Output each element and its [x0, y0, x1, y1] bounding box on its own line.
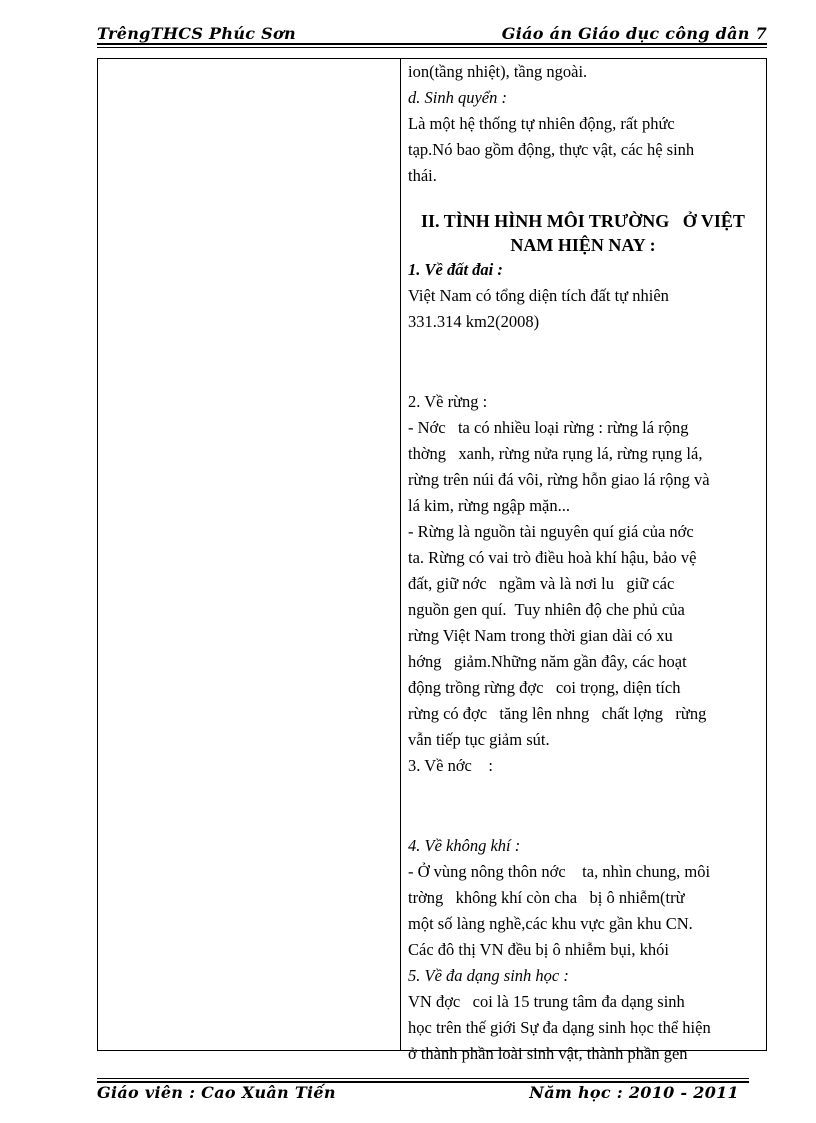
- text-line: vẫn tiếp tục giảm sút.: [408, 730, 550, 749]
- text-line: 331.314 km2(2008): [408, 312, 540, 331]
- subheading-sinh-quyen: d. Sinh quyển :: [408, 88, 507, 107]
- header-rule-thin: [97, 47, 767, 48]
- text-line: ion(tầng nhiệt), tầng ngoài.: [408, 62, 588, 81]
- header-subject: Giáo án Giáo dục công dân 7: [501, 24, 767, 43]
- text-line: Việt Nam có tổng diện tích đất tự nhiên: [408, 286, 669, 305]
- text-line: nguồn gen quí. Tuy nhiên độ che phủ của: [408, 600, 685, 619]
- subheading-nuoc: 3. Về nớc :: [408, 756, 493, 775]
- header-rule: [97, 43, 767, 45]
- subheading-dat-dai: 1. Về đất đai :: [408, 260, 503, 279]
- lesson-table: [97, 58, 767, 1063]
- subheading-rung: 2. Về rừng :: [408, 392, 488, 411]
- text-line: Là một hệ thống tự nhiên động, rất phức: [408, 114, 675, 133]
- text-line: thái.: [408, 166, 437, 185]
- text-line: động trồng rừng đợc coi trọng, diện tích: [408, 678, 681, 697]
- text-line: rừng có đợc tăng lên nhng chất lợng rừng: [408, 704, 707, 723]
- text-line: học trên thế giới Sự đa dạng sinh học thể hiện: [408, 1018, 711, 1037]
- left-column: [98, 59, 401, 1050]
- text-line: ở thành phần loài sinh vật, thành phần gen: [408, 1044, 688, 1063]
- text-line: thờng xanh, rừng nửa rụng lá, rừng rụng lá,: [408, 444, 703, 463]
- text-line: rừng Việt Nam trong thời gian dài có xu: [408, 626, 673, 645]
- text-line: ta. Rừng có vai trò điều hoà khí hậu, bảo vệ: [408, 548, 697, 567]
- text-line: một số làng nghề,các khu vực gần khu CN.: [408, 914, 693, 933]
- text-line: lá kim, rừng ngập mặn...: [408, 496, 570, 515]
- subheading-da-dang-sinh-hoc: 5. Về đa dạng sinh học :: [408, 966, 569, 985]
- text-line: - Rừng là nguồn tài nguyên quí giá của nớc: [408, 522, 694, 541]
- footer-teacher: Giáo viên : Cao Xuân Tiến: [97, 1083, 336, 1102]
- right-column: [408, 59, 758, 1067]
- text-line: - Nớc ta có nhiều loại rừng : rừng lá rộng: [408, 418, 689, 437]
- text-line: - Ở vùng nông thôn nớc ta, nhìn chung, môi: [408, 862, 711, 881]
- text-line: trờng không khí còn cha bị ô nhiễm(trừ: [408, 888, 685, 907]
- text-line: tạp.Nó bao gồm động, thực vật, các hệ sinh: [408, 140, 695, 159]
- section-title-cont: NAM HIỆN NAY :: [510, 235, 656, 255]
- footer-rule-thin: [97, 1078, 749, 1079]
- text-line: Các đô thị VN đều bị ô nhiễm bụi, khói: [408, 940, 669, 959]
- section-title: II. TÌNH HÌNH MÔI TRƯỜNG Ở VIỆT: [421, 211, 745, 231]
- text-line: đất, giữ nớc ngầm và là nơi lu giữ các: [408, 574, 675, 593]
- footer-year: Năm học : 2010 - 2011: [529, 1083, 739, 1102]
- page-footer: [97, 1083, 749, 1105]
- subheading-khong-khi: 4. Về không khí :: [408, 836, 521, 855]
- header-school: TrêngTHCS Phúc Sơn: [97, 24, 296, 43]
- text-line: hớng giảm.Những năm gần đây, các hoạt: [408, 652, 687, 671]
- text-line: VN đợc coi là 15 trung tâm đa dạng sinh: [408, 992, 685, 1011]
- text-line: rừng trên núi đá vôi, rừng hỗn giao lá rộng và: [408, 470, 710, 489]
